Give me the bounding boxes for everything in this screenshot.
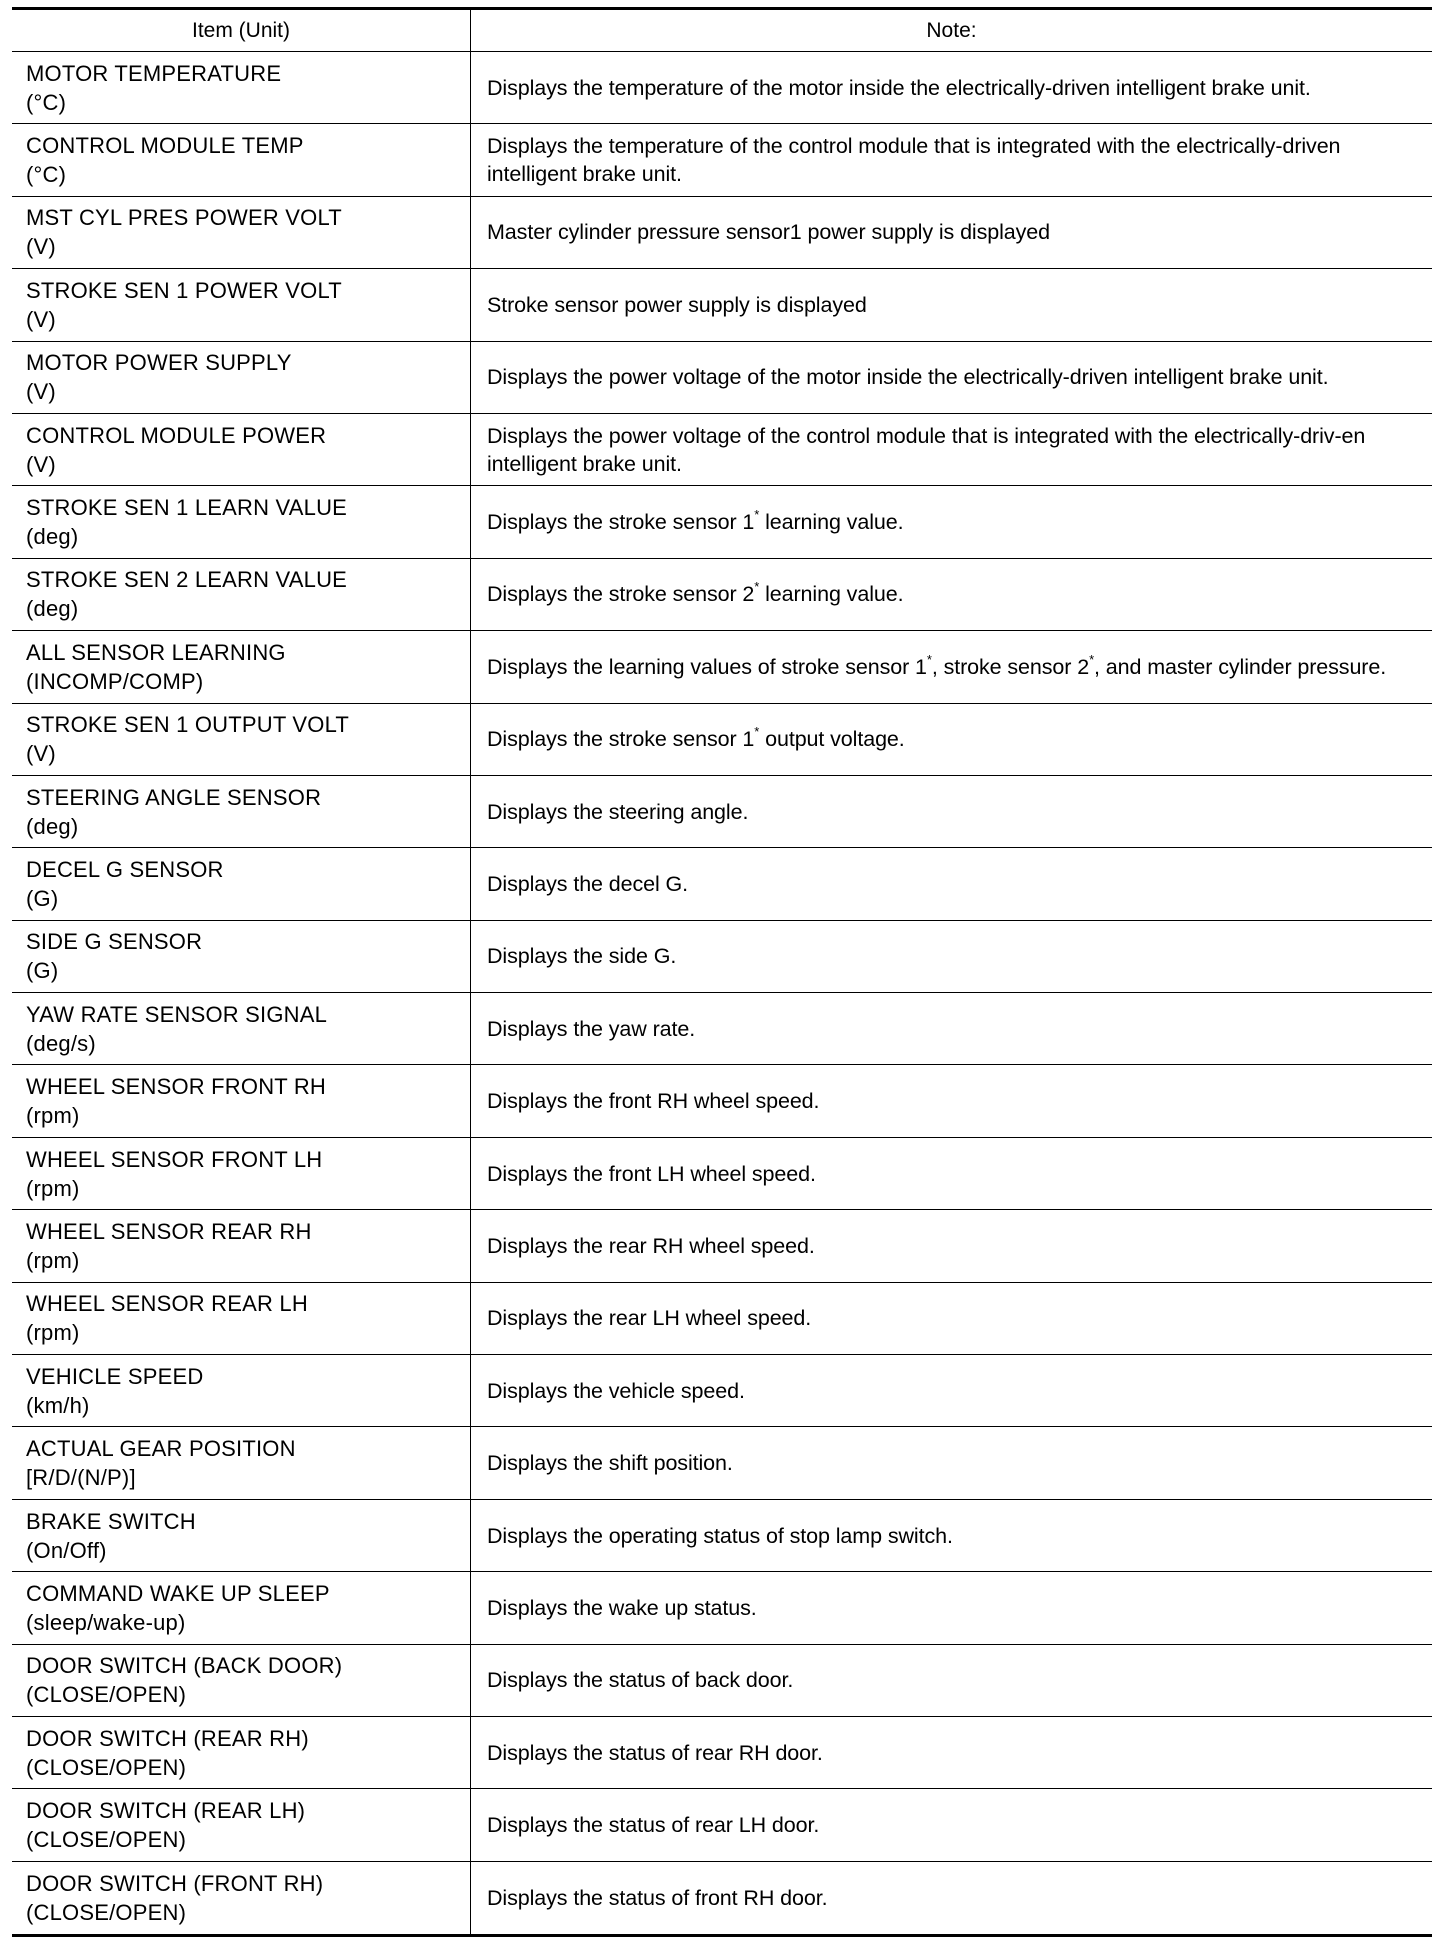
table-row [12,921,1432,993]
note-cell [471,1283,1432,1354]
header-item-unit: Item (Unit) [12,10,471,51]
note-cell [471,124,1432,195]
note-text: Displays the steering angle. [487,799,749,824]
item-cell [12,704,471,775]
table-row [12,1717,1432,1789]
item-name: SIDE G SENSOR [26,929,203,955]
item-unit: (V) [26,451,56,477]
note-cell [471,1789,1432,1860]
item-cell [12,1862,471,1934]
note-text: Displays the shift position. [487,1451,733,1476]
note-text: Displays the status of rear RH door. [487,1740,823,1765]
item-unit: (°C) [26,89,67,115]
table-header [12,10,1432,52]
note-text: Displays the stroke sensor 2* learning value. [487,579,904,607]
note-text: Master cylinder pressure sensor1 power supply is displayed [487,220,1051,245]
item-name: CONTROL MODULE TEMP [26,133,304,159]
note-text: Displays the learning values of stroke sensor 1*, stroke sensor 2*, and master cylinder pressure. [487,651,1387,679]
note-text: Displays the stroke sensor 1* output voltage. [487,724,905,752]
item-cell [12,1210,471,1281]
item-unit: (deg) [26,813,79,839]
item-cell [12,921,471,992]
item-name: MOTOR TEMPERATURE [26,60,282,86]
item-cell [12,197,471,268]
item-name: STROKE SEN 2 LEARN VALUE [26,567,348,593]
table-row [12,1283,1432,1355]
item-unit: (km/h) [26,1392,90,1418]
item-name: WHEEL SENSOR FRONT RH [26,1074,327,1100]
item-unit: (G) [26,885,59,911]
item-name: COMMAND WAKE UP SLEEP [26,1580,330,1606]
table-row [12,414,1432,486]
item-unit: (V) [26,741,56,767]
note-cell [471,1355,1432,1426]
note-cell [471,1500,1432,1571]
item-unit: (V) [26,234,56,260]
note-text: Displays the front LH wheel speed. [487,1161,816,1186]
table-row [12,631,1432,703]
item-cell [12,559,471,630]
note-text: Displays the wake up status. [487,1595,757,1620]
item-name: YAW RATE SENSOR SIGNAL [26,1001,328,1027]
note-text: Displays the side G. [487,944,677,969]
item-unit: (rpm) [26,1320,80,1346]
note-text: Displays the vehicle speed. [487,1378,745,1403]
note-text: Displays the yaw rate. [487,1016,696,1041]
table-row [12,1789,1432,1861]
item-unit: [R/D/(N/P)] [26,1465,136,1491]
item-cell [12,631,471,702]
item-cell [12,1717,471,1788]
note-cell [471,1210,1432,1281]
note-cell [471,559,1432,630]
item-name: CONTROL MODULE POWER [26,422,327,448]
note-text: Displays the power voltage of the motor inside the electrically-driven intelligent brake unit. [487,365,1329,390]
table-row [12,993,1432,1065]
item-cell [12,342,471,413]
item-unit: (deg) [26,524,79,550]
item-unit: (On/Off) [26,1537,107,1563]
table-row [12,1572,1432,1644]
note-cell [471,269,1432,340]
table-row [12,342,1432,414]
item-name: ACTUAL GEAR POSITION [26,1436,296,1462]
note-cell [471,921,1432,992]
item-name: WHEEL SENSOR REAR RH [26,1218,312,1244]
item-unit: (CLOSE/OPEN) [26,1827,187,1853]
table-body [12,52,1432,1934]
item-unit: (deg/s) [26,1030,96,1056]
note-text: Displays the front RH wheel speed. [487,1089,820,1114]
item-unit: (V) [26,379,56,405]
table-row [12,124,1432,196]
note-cell [471,704,1432,775]
item-cell [12,414,471,485]
note-cell [471,342,1432,413]
note-cell [471,1138,1432,1209]
table-row [12,1138,1432,1210]
item-cell [12,1427,471,1498]
note-cell [471,1065,1432,1136]
item-cell [12,124,471,195]
note-cell [471,993,1432,1064]
note-cell [471,1645,1432,1716]
item-name: STEERING ANGLE SENSOR [26,784,322,810]
table-row [12,1645,1432,1717]
item-name: DOOR SWITCH (REAR LH) [26,1798,306,1824]
item-unit: (°C) [26,162,67,188]
item-cell [12,486,471,557]
item-cell [12,848,471,919]
note-text: Displays the power voltage of the control module that is integrated with the electrically-driv-en intelligent brake unit. [487,423,1366,476]
note-cell [471,631,1432,702]
item-name: STROKE SEN 1 OUTPUT VOLT [26,712,350,738]
note-text: Displays the stroke sensor 1* learning value. [487,506,904,535]
item-unit: (CLOSE/OPEN) [26,1899,187,1925]
note-text: Displays the temperature of the motor inside the electrically-driven intelligent brake unit. [487,75,1311,100]
item-name: DOOR SWITCH (FRONT RH) [26,1870,324,1896]
note-text: Stroke sensor power supply is displayed [487,292,867,317]
table-row [12,776,1432,848]
item-name: MST CYL PRES POWER VOLT [26,205,342,231]
item-name: STROKE SEN 1 POWER VOLT [26,277,342,303]
item-cell [12,1138,471,1209]
table-row [12,269,1432,341]
table-row [12,1210,1432,1282]
item-unit: (CLOSE/OPEN) [26,1682,187,1708]
item-cell [12,993,471,1064]
item-name: DOOR SWITCH (REAR RH) [26,1725,309,1751]
header-note: Note: [926,18,977,42]
item-unit: (CLOSE/OPEN) [26,1754,187,1780]
item-name: MOTOR POWER SUPPLY [26,350,292,376]
item-cell [12,1645,471,1716]
item-name: STROKE SEN 1 LEARN VALUE [26,495,348,521]
table-row [12,1500,1432,1572]
item-name: DOOR SWITCH (BACK DOOR) [26,1653,343,1679]
item-name: DECEL G SENSOR [26,856,224,882]
item-name: WHEEL SENSOR REAR LH [26,1291,308,1317]
item-cell [12,1283,471,1354]
item-cell [12,1355,471,1426]
item-name: BRAKE SWITCH [26,1508,196,1534]
table-row [12,1065,1432,1137]
item-cell [12,1789,471,1860]
item-cell [12,1572,471,1643]
table-row [12,848,1432,920]
note-text: Displays the rear RH wheel speed. [487,1233,815,1258]
item-unit: (G) [26,958,59,984]
note-text: Displays the status of rear LH door. [487,1813,820,1838]
table-row [12,197,1432,269]
table-row [12,704,1432,776]
note-text: Displays the temperature of the control module that is integrated with the electrically-driven intelligent brake unit. [487,134,1341,187]
item-name: WHEEL SENSOR FRONT LH [26,1146,323,1172]
note-text: Displays the rear LH wheel speed. [487,1306,812,1331]
item-unit: (INCOMP/COMP) [26,668,204,694]
note-cell [471,1427,1432,1498]
table-row [12,1862,1432,1934]
table-row [12,486,1432,558]
item-cell [12,776,471,847]
note-cell [471,1717,1432,1788]
item-cell [12,269,471,340]
item-name: VEHICLE SPEED [26,1363,204,1389]
table-row [12,559,1432,631]
note-cell [471,776,1432,847]
note-text: Displays the status of back door. [487,1668,794,1693]
item-unit: (rpm) [26,1103,80,1129]
item-cell [12,1500,471,1571]
note-cell [471,414,1432,485]
item-unit: (deg) [26,596,79,622]
item-unit: (rpm) [26,1175,80,1201]
item-unit: (V) [26,306,56,332]
note-cell [471,1572,1432,1643]
item-cell [12,52,471,123]
note-text: Displays the decel G. [487,871,689,896]
item-note-table [12,7,1432,1937]
note-cell [471,848,1432,919]
note-cell [471,197,1432,268]
table-row [12,1355,1432,1427]
item-unit: (rpm) [26,1247,80,1273]
note-text: Displays the status of front RH door. [487,1885,828,1910]
note-text: Displays the operating status of stop lamp switch. [487,1523,953,1548]
item-name: ALL SENSOR LEARNING [26,639,286,665]
table-row [12,1427,1432,1499]
note-cell [471,1862,1432,1934]
note-cell [471,52,1432,123]
note-cell [471,486,1432,557]
item-unit: (sleep/wake-up) [26,1609,186,1635]
table-row [12,52,1432,124]
item-cell [12,1065,471,1136]
